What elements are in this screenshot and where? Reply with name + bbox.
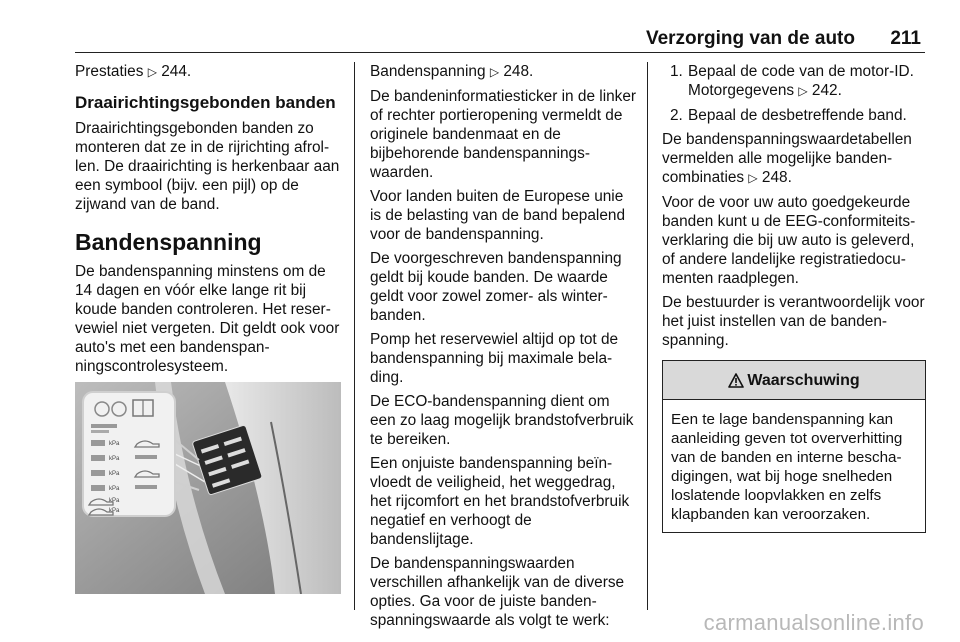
paragraph	[75, 62, 345, 82]
header-title: Verzorging van de auto	[645, 28, 855, 49]
paragraph: Voor landen buiten de Europese unie is de belasting van de band bepalend voor de bandenspanning.	[370, 188, 626, 243]
cross-reference-link[interactable]: 248.	[503, 63, 534, 80]
paragraph: De ECO-bandenspanning dient om een zo laag mogelijk brandstofverbruik te bereiken.	[370, 393, 634, 448]
warning-body: Een te lage bandenspanning kan aanleiding geven tot oververhitting van de banden en interne beschadigingen, wat bij hoge snelheden loslatende loopvlakken en zelfs klapbanden kan veroorzaken.	[671, 411, 903, 523]
paragraph: De bandenspanning minstens om de 14 dagen en vóór elke lange rit bij koude banden controleren. Het reservewiel niet vergeten. Dit geldt ook voor auto's met een bandenspanningscontrolesysteem.	[75, 263, 340, 375]
paragraph: Draairichtingsgebonden banden zo monteren dat ze in de rijrichting afrollen. De draairichting is herkenbaar aan een symbool (bijv. een pijl) op de zijwand van de band.	[75, 120, 340, 213]
paragraph: Voor de voor uw auto goedgekeurde banden kunt u de EEG-conformiteitsverklaring die bij uw auto is geleverd, of andere landelijke registratiedocumenten raadplegen.	[662, 194, 916, 287]
cross-reference-link[interactable]: 248.	[761, 169, 792, 186]
sticker-label: kPa	[109, 441, 120, 447]
paragraph	[662, 130, 926, 188]
step-number: 2.	[670, 107, 683, 124]
cross-reference-icon: ▷	[147, 65, 157, 79]
header-divider	[75, 52, 925, 53]
cross-reference-link[interactable]: 244.	[161, 63, 192, 80]
cross-reference-icon: ▷	[798, 84, 808, 98]
step-list	[662, 62, 926, 125]
chapter-heading: Bandenspanning	[75, 229, 262, 255]
warning-title: Waarschuwing	[747, 371, 860, 389]
paragraph: De bandeninformatiesticker in de linker of rechter portieropening vermeldt de originele bandenmaat en de bijbehorende bandenspanningswaarden.	[370, 88, 637, 181]
list-item	[662, 106, 926, 125]
step-number: 1.	[670, 63, 683, 80]
paragraph: De bandenspanningswaarden verschillen afhankelijk van de diverse opties. Ga voor de juiste bandenspanningswaarde als volgt te werk:	[370, 555, 625, 629]
paragraph: Pomp het reservewiel altijd op tot de bandenspanning bij maximale belading.	[370, 331, 619, 386]
cross-reference-icon: ▷	[748, 171, 758, 185]
warning-triangle-icon	[728, 373, 744, 388]
paragraph-text: Prestaties	[75, 63, 144, 80]
step-text: Bepaal de code van de motor-ID. Motorgegevens	[688, 63, 914, 99]
column-3	[662, 62, 926, 533]
paragraph: De bestuurder is verantwoordelijk voor het juist instellen van de bandenspanning.	[662, 294, 925, 349]
paragraph-text: Bandenspanning	[370, 63, 486, 80]
step-text: Bepaal de desbetreffende band.	[688, 107, 907, 124]
tire-sticker-figure	[75, 382, 341, 594]
tire-sticker-illustration	[75, 382, 341, 594]
sticker-label: kPa	[109, 498, 120, 504]
paragraph	[370, 62, 638, 82]
cross-reference-icon: ▷	[489, 65, 500, 79]
cross-reference-link[interactable]: 242.	[811, 82, 842, 99]
section-heading: Draairichtingsgebonden banden	[75, 93, 336, 112]
column-2	[370, 62, 638, 635]
list-item	[662, 62, 926, 101]
sticker-label: kPa	[109, 508, 120, 514]
paragraph-text: De bandenspanningswaardetabellen vermelden alle mogelijke bandencombinaties	[662, 131, 912, 186]
column-divider	[354, 62, 355, 610]
column-1	[75, 62, 345, 381]
warning-box	[662, 360, 926, 533]
warning-header	[663, 361, 925, 400]
sticker-label: kPa	[109, 456, 120, 462]
page-header	[75, 22, 925, 50]
paragraph: Een onjuiste bandenspanning beïnvloedt de veiligheid, het weggedrag, het rijcomfort en het brandstofverbruik negatief en verhoogt de bandenslijtage.	[370, 455, 630, 548]
sticker-label: kPa	[109, 471, 120, 477]
page-number: 211	[890, 28, 921, 49]
column-divider	[647, 62, 648, 610]
sticker-label: kPa	[109, 486, 120, 492]
watermark: carmanualsonline.info	[703, 610, 924, 635]
paragraph: De voorgeschreven bandenspanning geldt bij koude banden. De waarde geldt voor zowel zomer- als winterbanden.	[370, 250, 622, 324]
